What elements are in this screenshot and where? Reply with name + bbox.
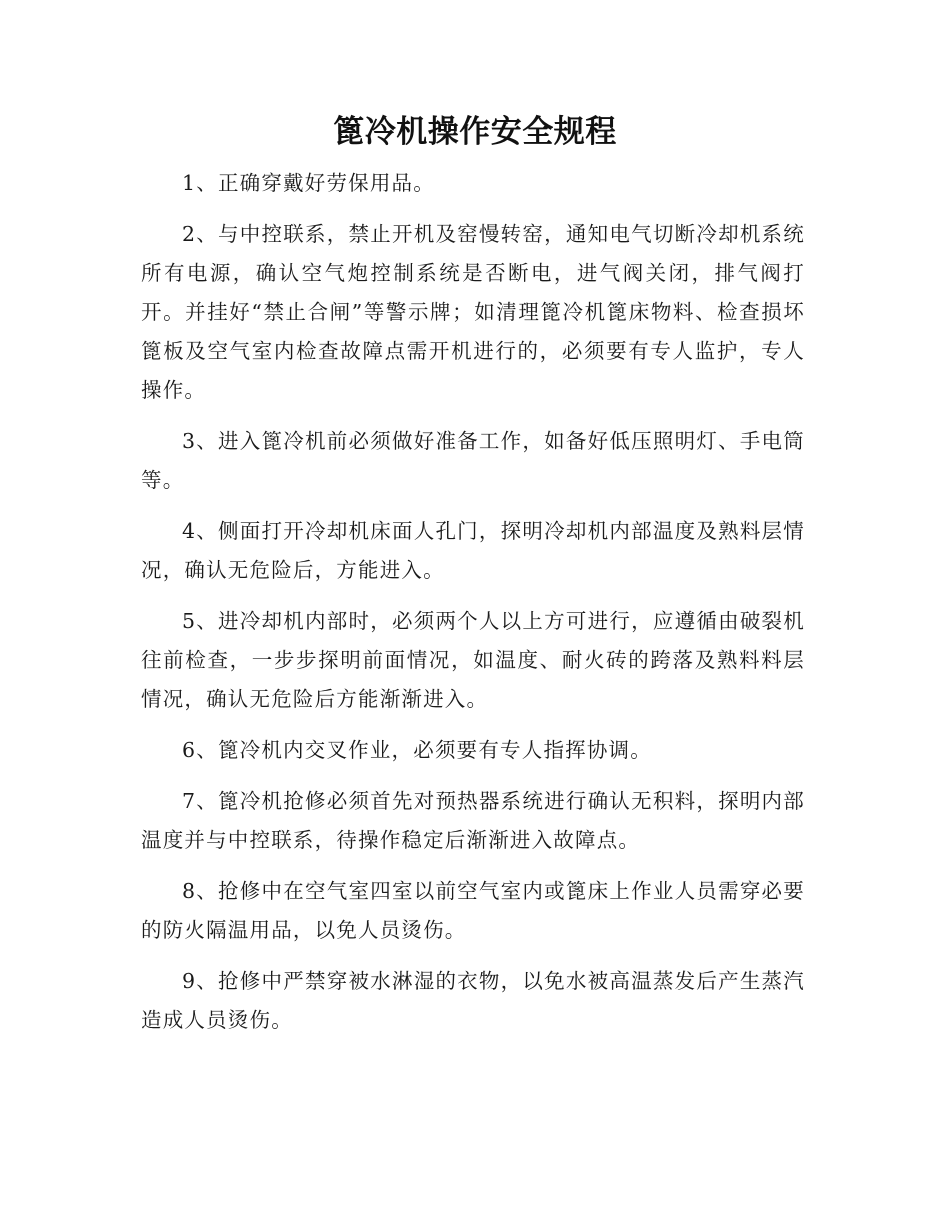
- paragraph-9: 9、抢修中严禁穿被水淋湿的衣物，以免水被高温蒸发后产生蒸汽造成人员烫伤。: [141, 969, 805, 1032]
- paragraph-1: 1、正确穿戴好劳保用品。: [182, 171, 435, 195]
- paragraph-2: 2、与中控联系，禁止开机及窑慢转窑，通知电气切断冷却机系统所有电源，确认空气炮控制系统是否断电，进气阀关闭，排气阀打开。并挂好“禁止合闸”等警示牌；如清理篦冷机篦床物料、检查损坏篦板及空气室内检查故障点需开机进行的，必须要有专人监护，专人操作。: [141, 222, 805, 402]
- paragraph-7: 7、篦冷机抢修必须首先对预热器系统进行确认无积料，探明内部温度并与中控联系，待操作稳定后渐渐进入故障点。: [141, 789, 805, 852]
- paragraph-4: 4、侧面打开冷却机床面人孔门，探明冷却机内部温度及熟料层情况，确认无危险后，方能进入。: [141, 519, 805, 582]
- paragraph-6: 6、篦冷机内交叉作业，必须要有专人指挥协调。: [182, 738, 652, 762]
- document-body: [141, 164, 805, 1052]
- document-title: 篦冷机操作安全规程: [333, 114, 617, 150]
- paragraph-3: 3、进入篦冷机前必须做好准备工作，如备好低压照明灯、手电筒等。: [141, 429, 805, 492]
- paragraph-8: 8、抢修中在空气室四室以前空气室内或篦床上作业人员需穿必要的防火隔温用品，以免人员烫伤。: [141, 879, 805, 942]
- paragraph-5: 5、进冷却机内部时，必须两个人以上方可进行，应遵循由破裂机往前检查，一步步探明前面情况，如温度、耐火砖的跨落及熟料料层情况，确认无危险后方能渐渐进入。: [141, 609, 805, 711]
